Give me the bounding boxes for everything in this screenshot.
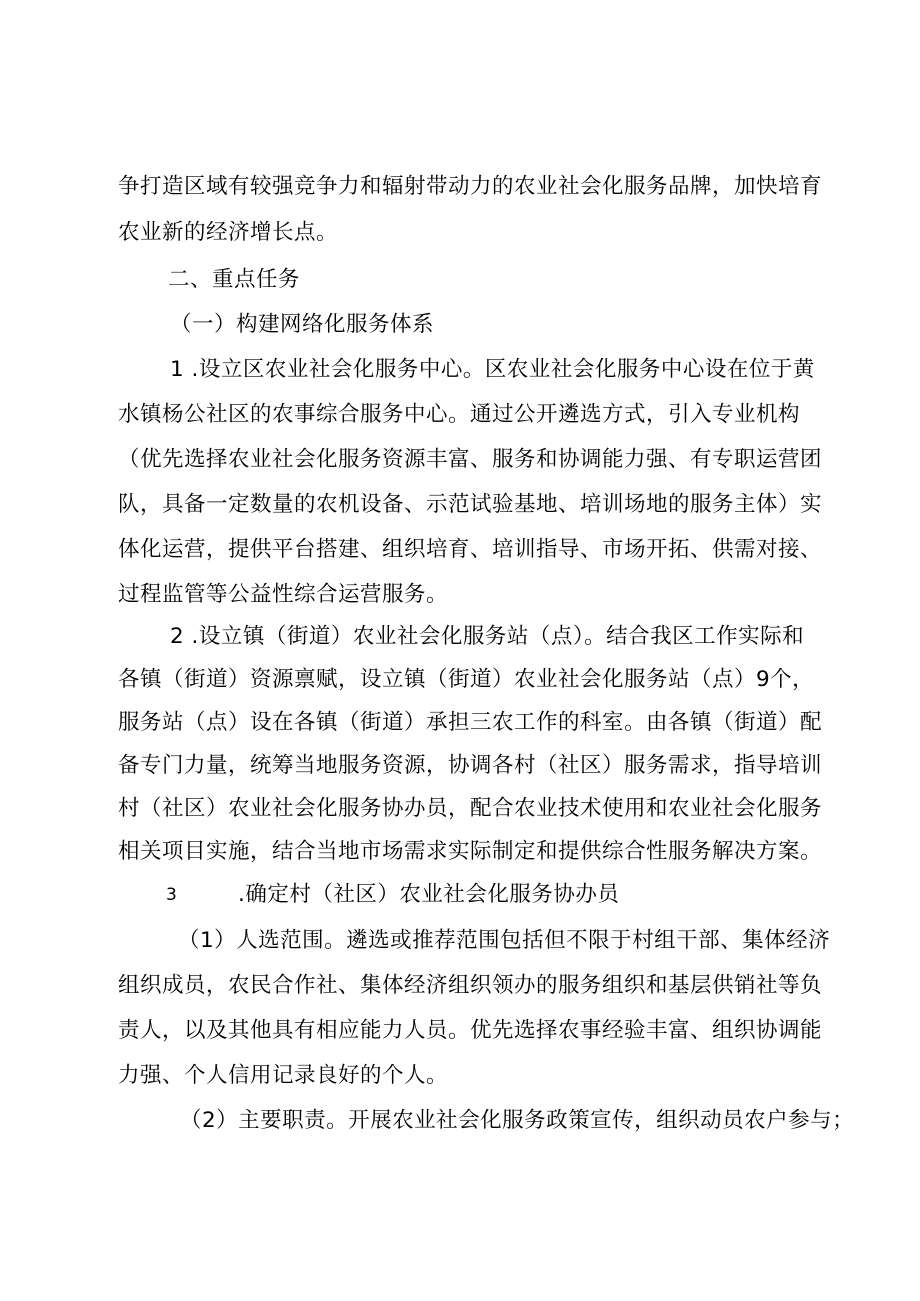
paragraph-line: 服务站（点）设在各镇（街道）承担三农工作的科室。由各镇（街道）配 [118, 710, 823, 735]
section-heading: 二、重点任务 [168, 267, 301, 292]
paragraph-line: 2 .设立镇（街道）农业社会化服务站（点）。结合我区工作实际和 [170, 624, 805, 649]
paragraph-line: 村（社区）农业社会化服务协办员，配合农业技术使用和农业社会化服务 [118, 796, 823, 821]
paragraph-line: 备专门力量，统筹当地服务资源，协调各村（社区）服务需求，指导培训 [118, 753, 823, 778]
paragraph-line: 1 .设立区农业社会化服务中心。区农业社会化服务中心设在位于黄 [170, 357, 815, 382]
paragraph-line: 相关项目实施，结合当地市场需求实际制定和提供综合性服务解决方案。 [118, 839, 823, 864]
paragraph-line: 力强、个人信用记录良好的个人。 [118, 1063, 449, 1088]
paragraph-line: 各镇（街道）资源禀赋，设立镇（街道）农业社会化服务站（点）9个， [118, 667, 815, 692]
subsection-heading: （一）构建网络化服务体系 [170, 312, 435, 337]
paragraph-line: 责人，以及其他具有相应能力人员。优先选择农事经验丰富、组织协调能 [118, 1018, 823, 1043]
item-heading-text: .确定村（社区）农业社会化服务协办员 [238, 882, 620, 907]
paragraph-line: 队，具备一定数量的农机设备、示范试验基地、培训场地的服务主体）实 [118, 492, 823, 517]
paragraph-line: （2）主要职责。开展农业社会化服务政策宣传，组织动员农户参与； [180, 1108, 855, 1133]
paragraph-line: 农业新的经济增长点。 [118, 220, 339, 245]
paragraph-line: （优先选择农业社会化服务资源丰富、服务和协调能力强、有专职运营团 [118, 447, 823, 472]
paragraph-line: 组织成员，农民合作社、集体经济组织领办的服务组织和基层供销社等负 [118, 973, 823, 998]
paragraph-line: 过程监管等公益性综合运营服务。 [118, 582, 449, 607]
item-number: 3 [166, 885, 178, 905]
paragraph-line: 水镇杨公社区的农事综合服务中心。通过公开遴选方式，引入专业机构 [118, 402, 801, 427]
paragraph-line: 体化运营，提供平台搭建、组织培育、培训指导、市场开拓、供需对接、 [118, 537, 823, 562]
paragraph-line: （1）人选范围。遴选或推荐范围包括但不限于村组干部、集体经济 [178, 928, 831, 953]
paragraph-line: 争打造区域有较强竞争力和辐射带动力的农业社会化服务品牌，加快培育 [118, 174, 823, 199]
